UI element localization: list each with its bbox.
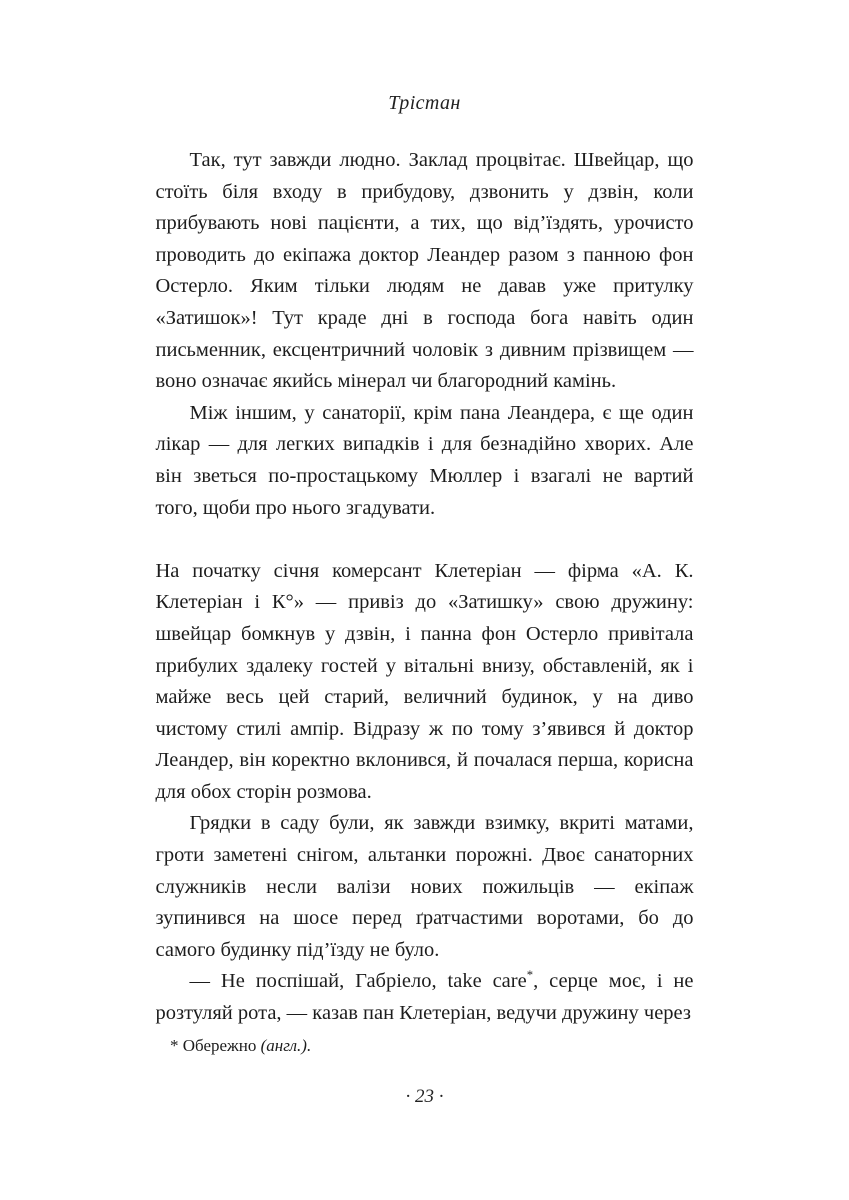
footnote-text: Обережно <box>178 1036 261 1055</box>
footnote-language-note: (англ.). <box>260 1036 312 1055</box>
footnote <box>156 1034 694 1058</box>
running-head: Трістан <box>388 92 461 114</box>
footnote-marker: * <box>170 1036 179 1055</box>
text-block <box>156 145 694 1030</box>
paragraph-3: На початку січня комерсант Клетеріан — фірма «А. К. Клетеріан і К°» — привіз до «Затишку» свою дружину: швейцар бомкнув у дзвін, і панна фон Остерло привітала прибулих здалеку гостей у вітальні внизу, обставленій, як і майже весь цей старий, величний будинок, у на диво чистому стилі ампір. Відразу ж по тому з’явився й доктор Леандер, він коректно вклонився, й почалася перша, корисна для обох сторін розмова. <box>155 559 694 803</box>
dialogue-text-continued: , серце моє, і не розтуляй рота, — казав пан Клетеріан, ведучи дружину через <box>155 970 694 1025</box>
paragraph-5 <box>156 966 694 1029</box>
dialogue-text: — Не поспішай, Габріело, take care <box>189 970 527 993</box>
paragraph-1: Так, тут завжди людно. Заклад процвітає. Швейцар, що стоїть біля входу в прибудову, дзвонить у дзвін, коли прибувають нові пацієнти, а тих, що від’їздять, урочисто проводить до екіпажа доктор Леандер разом з панною фон Остерло. Яким тільки людям не давав уже притулку «Затишок»! Тут краде дні в господа бога навіть один письменник, ексцентричний чоловік з дивним прізвищем — воно означає якийсь мінерал чи благородний камінь. <box>155 149 694 393</box>
paragraph-2: Між іншим, у санаторії, крім пана Леандера, є ще один лікар — для легких випадків і для безнадійно хворих. Але він зветься по-простацькому Мюллер і взагалі не вартий того, щоби про нього згадувати. <box>155 401 694 519</box>
page-number: · 23 · <box>405 1086 444 1107</box>
footnote-reference: * <box>526 968 534 983</box>
paragraph-4: Грядки в саду були, як завжди взимку, вкриті матами, гроти заметені снігом, альтанки порожні. Двоє санаторних служників несли валізи нових пожильців — екіпаж зупинився на шосе перед ґратчастими воротами, бо до самого будинку під’їзду не було. <box>155 812 694 961</box>
